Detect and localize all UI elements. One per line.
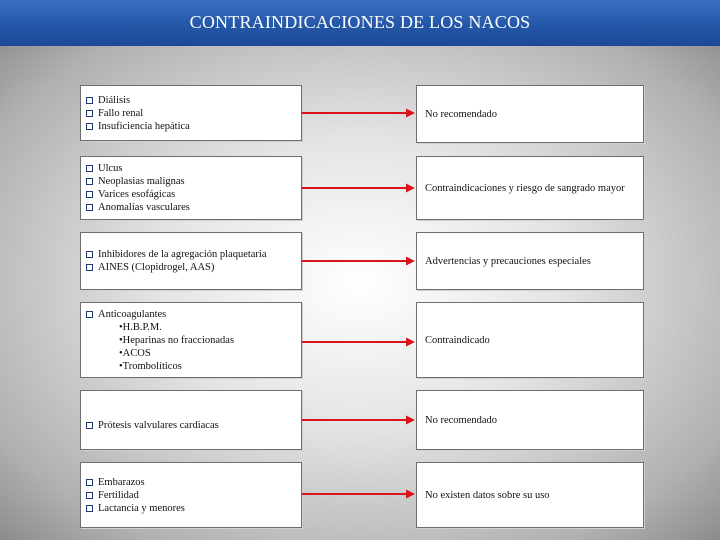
list-item: Prótesis valvulares cardiacas xyxy=(86,419,295,432)
sub-item: •Trombolíticos xyxy=(119,360,182,372)
sub-item: •H.B.P.M. xyxy=(119,321,162,333)
checkbox-icon xyxy=(86,110,93,117)
checkbox-icon xyxy=(86,204,93,211)
checkbox-icon xyxy=(86,123,93,130)
result-text: No recomendado xyxy=(425,414,498,426)
page-title: CONTRAINDICACIONES DE LOS NACOS xyxy=(189,12,531,32)
list-item: Fertilidad xyxy=(86,489,295,502)
arrow-right-icon xyxy=(302,414,416,426)
list-item: Anticoagulantes xyxy=(86,308,295,321)
list-item: Lactancia y menores xyxy=(86,502,295,515)
list-item: Embarazos xyxy=(86,476,295,489)
checkbox-icon xyxy=(86,191,93,198)
arrow-right-icon xyxy=(302,255,416,267)
result-text: Contraindicaciones y riesgo de sangrado mayor xyxy=(425,182,625,194)
list-item: Neoplasias malignas xyxy=(86,175,295,188)
list-item: Fallo renal xyxy=(86,107,295,120)
result-box-3 xyxy=(416,232,644,290)
checkbox-icon xyxy=(86,264,93,271)
sub-item: •Heparinas no fraccionadas xyxy=(119,334,235,346)
checkbox-icon xyxy=(86,479,93,486)
list-item: Ulcus xyxy=(86,162,295,175)
condition-box-6 xyxy=(80,462,302,528)
list-item: Varices esofágicas xyxy=(86,188,295,201)
condition-box-1 xyxy=(80,85,302,141)
result-box-4 xyxy=(416,302,644,378)
condition-box-3 xyxy=(80,232,302,290)
checkbox-icon xyxy=(86,505,93,512)
list-item: Inhibidores de la agregación plaquetaria xyxy=(86,248,295,261)
result-text: Advertencias y precauciones especiales xyxy=(425,255,591,267)
result-box-5 xyxy=(416,390,644,450)
checkbox-icon xyxy=(86,251,93,258)
arrow-right-icon xyxy=(302,182,416,194)
result-box-6 xyxy=(416,462,644,528)
result-text: No recomendado xyxy=(425,108,498,120)
result-text: Contraindicado xyxy=(425,334,490,346)
list-item: Insuficiencia hepática xyxy=(86,120,295,133)
sub-item: •ACOS xyxy=(119,347,151,359)
condition-box-2 xyxy=(80,156,302,220)
result-box-1 xyxy=(416,85,644,143)
result-box-2 xyxy=(416,156,644,220)
condition-box-4 xyxy=(80,302,302,378)
condition-box-5 xyxy=(80,390,302,450)
list-item: Anomalías vasculares xyxy=(86,201,295,214)
checkbox-icon xyxy=(86,165,93,172)
checkbox-icon xyxy=(86,97,93,104)
arrow-right-icon xyxy=(302,107,416,119)
checkbox-icon xyxy=(86,492,93,499)
list-item: AINES (Clopidrogel, AAS) xyxy=(86,261,295,274)
arrow-right-icon xyxy=(302,336,416,348)
checkbox-icon xyxy=(86,311,93,318)
checkbox-icon xyxy=(86,422,93,429)
list-item: Diálisis xyxy=(86,94,295,107)
title-bar xyxy=(0,0,720,46)
checkbox-icon xyxy=(86,178,93,185)
arrow-right-icon xyxy=(302,488,416,500)
result-text: No existen datos sobre su uso xyxy=(425,489,550,501)
